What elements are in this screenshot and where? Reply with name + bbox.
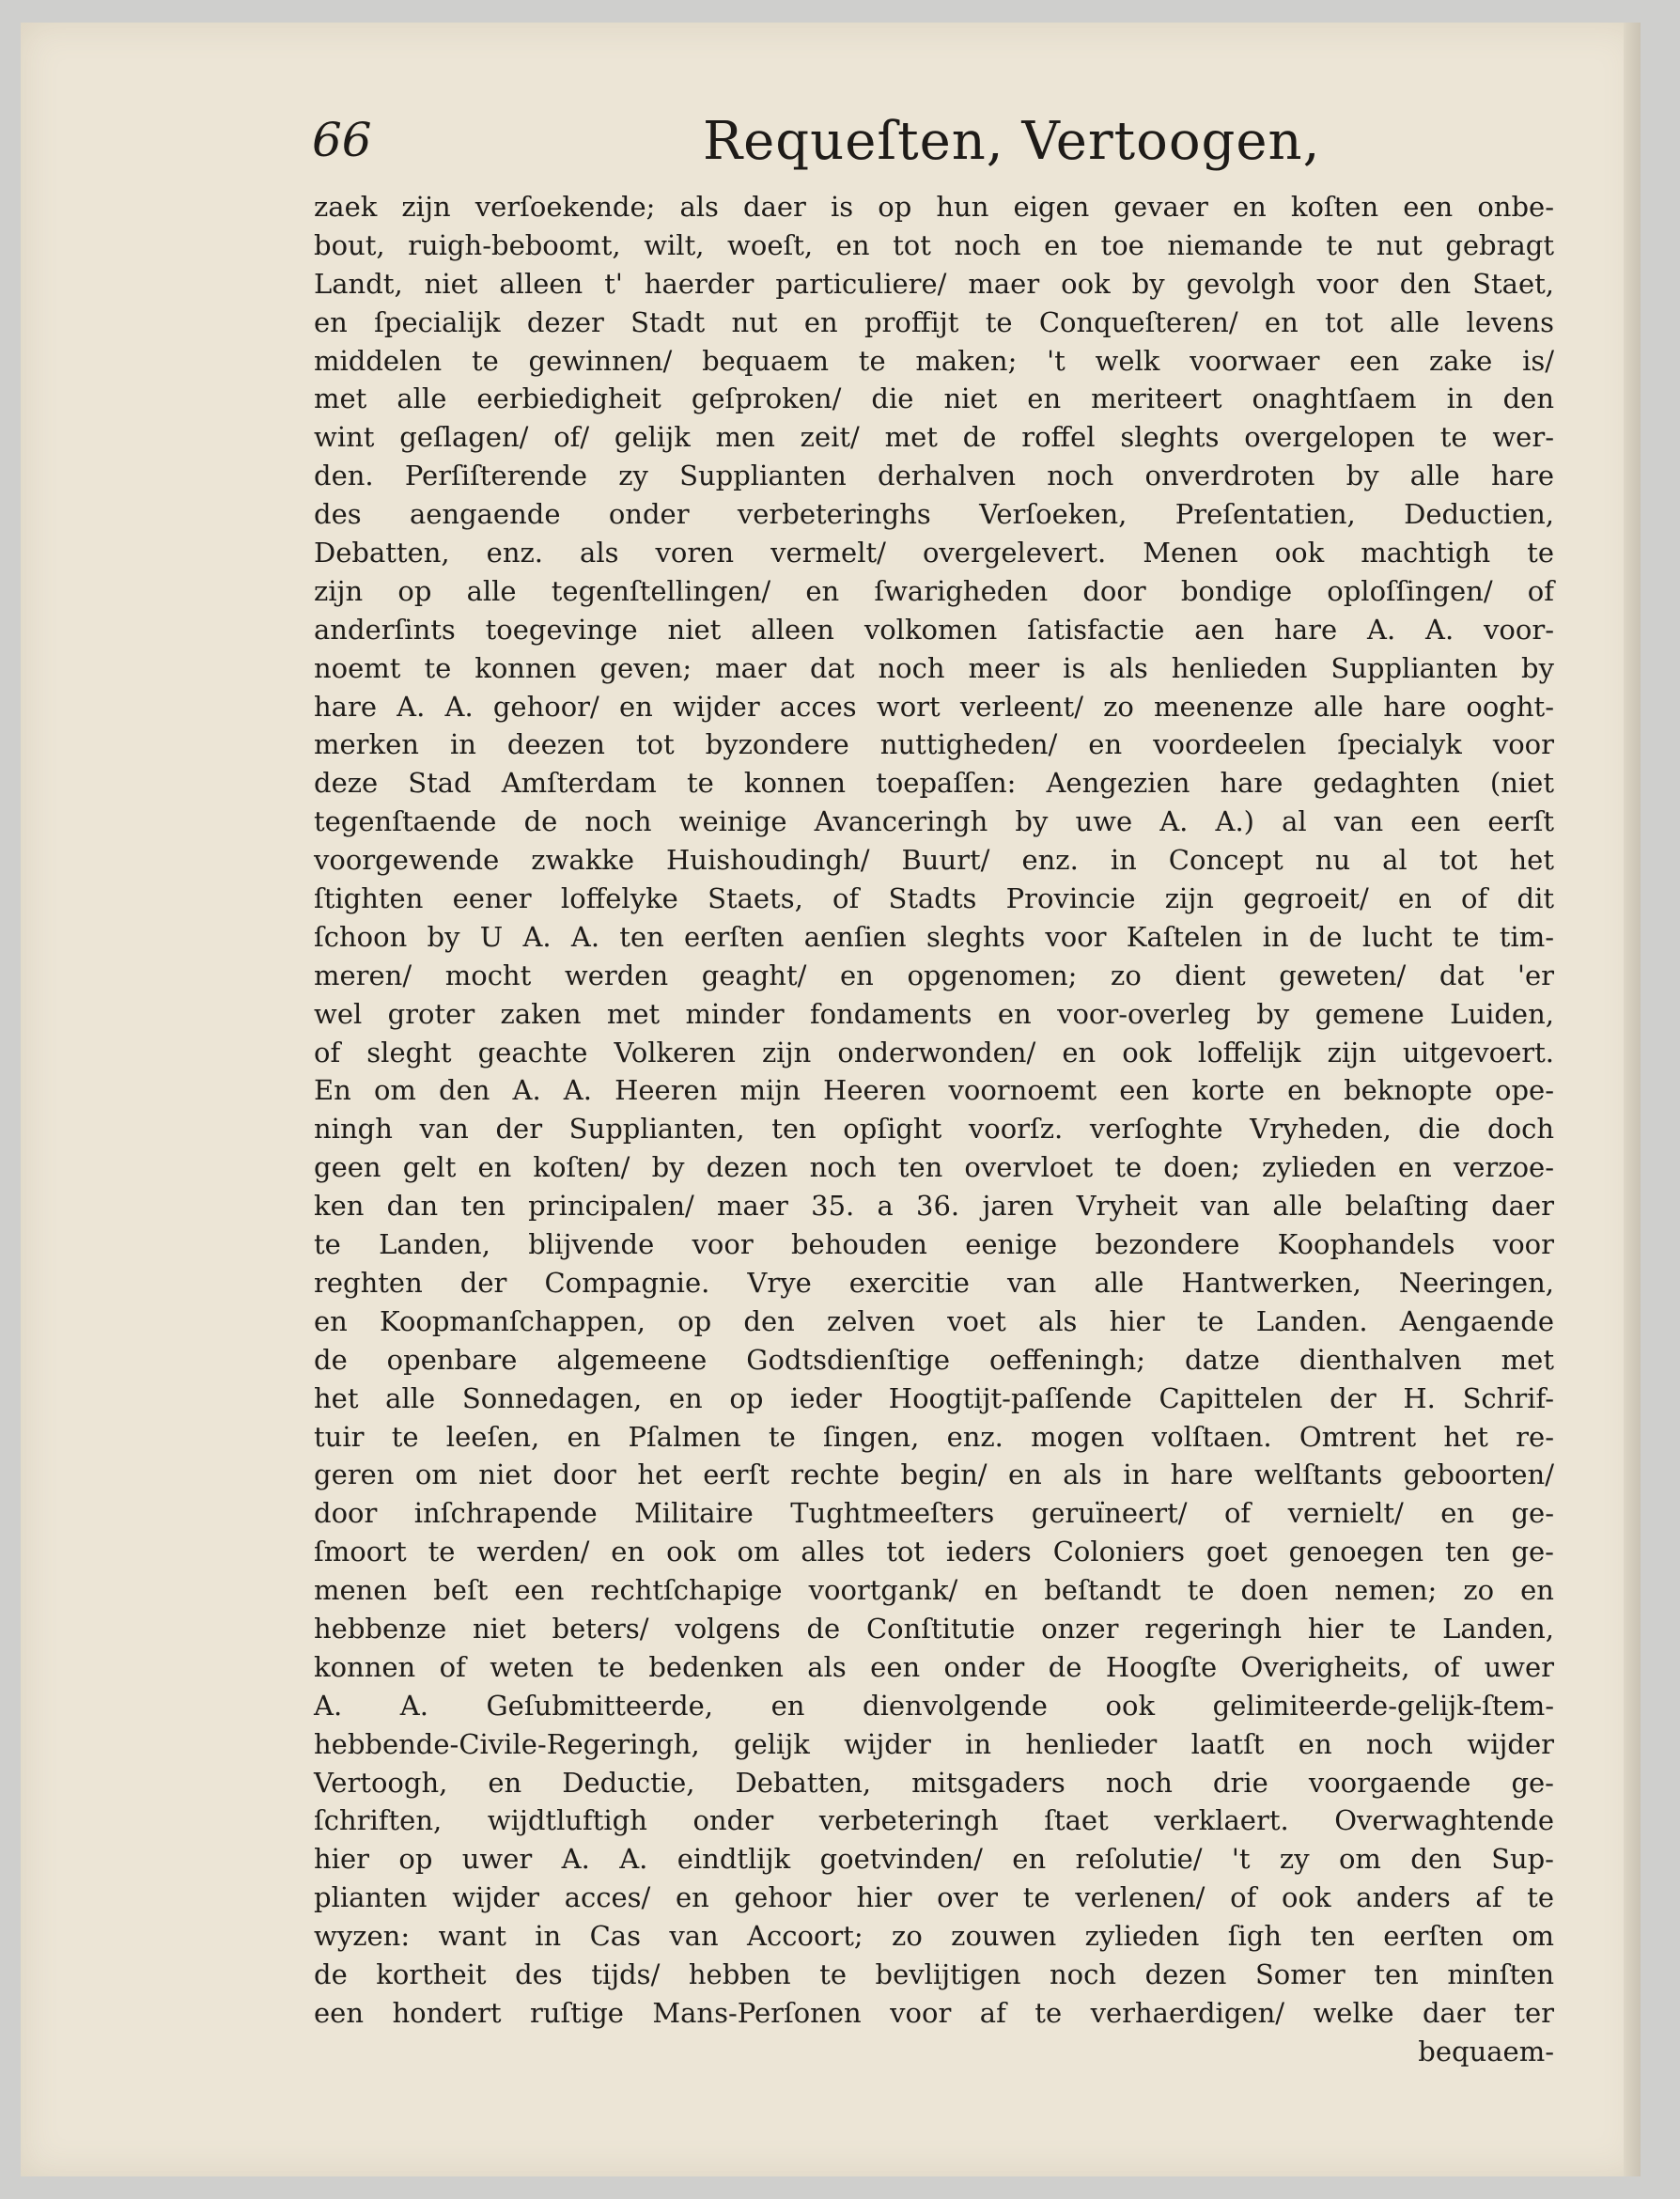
text-line: en Koopmanſchappen, op den zelven voet als hier te Landen. Aengaende [314, 1304, 1554, 1337]
text-line: te Landen, blijvende voor behouden eenige bezondere Koophandels voor [314, 1228, 1554, 1261]
text-line: meren/ mocht werden geaght/ en opgenomen; zo dient geweten/ dat 'er [314, 959, 1554, 991]
text-line: hare A. A. gehoor/ en wijder acces wort verleent/ zo meenenze alle hare ooght- [314, 690, 1554, 723]
text-line: wel groter zaken met minder fondaments en voor-overleg by gemene Luiden, [314, 997, 1554, 1030]
book-page [21, 23, 1641, 2176]
text-line: ſtighten eener loffelyke Staets, of Stadts Provincie zijn gegroeit/ en of dit [314, 882, 1554, 915]
body-text [314, 188, 1554, 2071]
text-line: deze Stad Amſterdam te konnen toepaſſen: Aengezien hare gedaghten (niet [314, 767, 1554, 800]
text-line: des aengaende onder verbeteringhs Verſoeken, Preſentatien, Deductien, [314, 498, 1554, 531]
text-line: reghten der Compagnie. Vrye exercitie van alle Hantwerken, Neeringen, [314, 1266, 1554, 1299]
text-line: een hondert ruſtige Mans-Perſonen voor af te verhaerdigen/ welke daer ter [314, 1996, 1554, 2029]
text-line: voorgewende zwakke Huishoudingh/ Buurt/ enz. in Concept nu al tot het [314, 844, 1554, 877]
text-line: hebbenze niet beters/ volgens de Conſtitutie onzer regeringh hier te Landen, [314, 1612, 1554, 1645]
text-line: wyzen: want in Cas van Accoort; zo zouwen zylieden ſigh ten eerſten om [314, 1920, 1554, 1953]
text-line: noemt te konnen geven; maer dat noch meer is als henlieden Supplianten by [314, 651, 1554, 684]
text-line: zijn op alle tegenſtellingen/ en ſwarigheden door bondige oploſſingen/ of [314, 574, 1554, 607]
page-edge [1624, 23, 1641, 2176]
page-number: 66 [312, 113, 372, 167]
text-line: met alle eerbiedigheit geſproken/ die niet en meriteert onaghtſaem in den [314, 382, 1554, 415]
text-line: het alle Sonnedagen, en op ieder Hoogtijt-paſſende Capittelen der H. Schrif- [314, 1381, 1554, 1414]
text-line: ſchriften, wijdtluftigh onder verbeteringh ſtaet verklaert. Overwaghtende [314, 1804, 1554, 1837]
text-line: tuir te leeſen, en Pſalmen te ſingen, enz. mogen volſtaen. Omtrent het re- [314, 1420, 1554, 1453]
text-line: merken in deezen tot byzondere nuttigheden/ en voordeelen ſpecialyk voor [314, 728, 1554, 761]
text-line: anderſints toegevinge niet alleen volkomen ſatisfactie aen hare A. A. voor- [314, 613, 1554, 646]
text-line: Vertoogh, en Deductie, Debatten, mitsgaders noch drie voorgaende ge- [314, 1766, 1554, 1799]
text-line: wint geſlagen/ of/ gelijk men zeit/ met de roffel sleghts overgelopen te wer- [314, 421, 1554, 454]
text-line: door inſchrapende Militaire Tughtmeeſters geruïneert/ of vernielt/ en ge- [314, 1497, 1554, 1530]
text-line: ken dan ten principalen/ maer 35. a 36. jaren Vryheit van alle belaſting daer [314, 1190, 1554, 1223]
text-line: zaek zijn verſoekende; als daer is op hun eigen gevaer en koſten een onbe- [314, 191, 1554, 223]
text-line: middelen te gewinnen/ bequaem te maken; 't welk voorwaer een zake is/ [314, 344, 1554, 377]
text-line: en ſpecialijk dezer Stadt nut en proffijt te Conqueſteren/ en tot alle levens [314, 305, 1554, 338]
text-line: konnen of weten te bedenken als een onder de Hoogſte Overigheits, of uwer [314, 1650, 1554, 1683]
text-line: ſmoort te werden/ en ook om alles tot ieders Coloniers goet genoegen ten ge- [314, 1536, 1554, 1568]
text-line: den. Perſiſterende zy Supplianten derhalven noch onverdroten by alle hare [314, 460, 1554, 492]
text-line: geren om niet door het eerſt rechte begin/ en als in hare welſtants geboorten/ [314, 1458, 1554, 1491]
text-line: Landt, niet alleen t' haerder particuliere/ maer ook by gevolgh voor den Staet, [314, 267, 1554, 300]
text-line: menen beſt een rechtſchapige voortgank/ en beſtandt te doen nemen; zo en [314, 1574, 1554, 1607]
page-header [312, 103, 1533, 188]
running-title: Requeſten, Vertoogen, [703, 111, 1321, 172]
text-line: A. A. Geſubmitteerde, en dienvolgende ook gelimiteerde-gelijk-ſtem- [314, 1689, 1554, 1722]
text-line: hier op uwer A. A. eindtlijk goetvinden/ en reſolutie/ 't zy om den Sup- [314, 1843, 1554, 1876]
text-line: ſchoon by U A. A. ten eerſten aenſien sleghts voor Kaſtelen in de lucht te tim- [314, 920, 1554, 953]
text-line: Debatten, enz. als voren vermelt/ overgelevert. Menen ook machtigh te [314, 537, 1554, 569]
text-line: En om den A. A. Heeren mijn Heeren voornoemt een korte en beknopte ope- [314, 1074, 1554, 1107]
text-line: plianten wijder acces/ en gehoor hier over te verlenen/ of ook anders af te [314, 1881, 1554, 1914]
text-line: geen gelt en koſten/ by dezen noch ten overvloet te doen; zylieden en verzoe- [314, 1151, 1554, 1184]
catchword: bequaem- [1418, 2035, 1554, 2067]
text-line: hebbende-Civile-Regeringh, gelijk wijder in henlieder laatſt en noch wijder [314, 1727, 1554, 1760]
text-line: de kortheit des tijds/ hebben te bevlijtigen noch dezen Somer ten minſten [314, 1957, 1554, 1990]
text-line: of sleght geachte Volkeren zijn onderwonden/ en ook loffelijk zijn uitgevoert. [314, 1036, 1554, 1068]
text-line: de openbare algemeene Godtsdienſtige oeffeningh; datze dienthalven met [314, 1343, 1554, 1376]
text-line: tegenſtaende de noch weinige Avanceringh by uwe A. A.) al van een eerſt [314, 805, 1554, 838]
text-line: bout, ruigh-beboomt, wilt, woeſt, en tot noch en toe niemande te nut gebragt [314, 228, 1554, 261]
text-line: ningh van der Supplianten, ten opſight voorſz. verſoghte Vryheden, die doch [314, 1113, 1554, 1146]
